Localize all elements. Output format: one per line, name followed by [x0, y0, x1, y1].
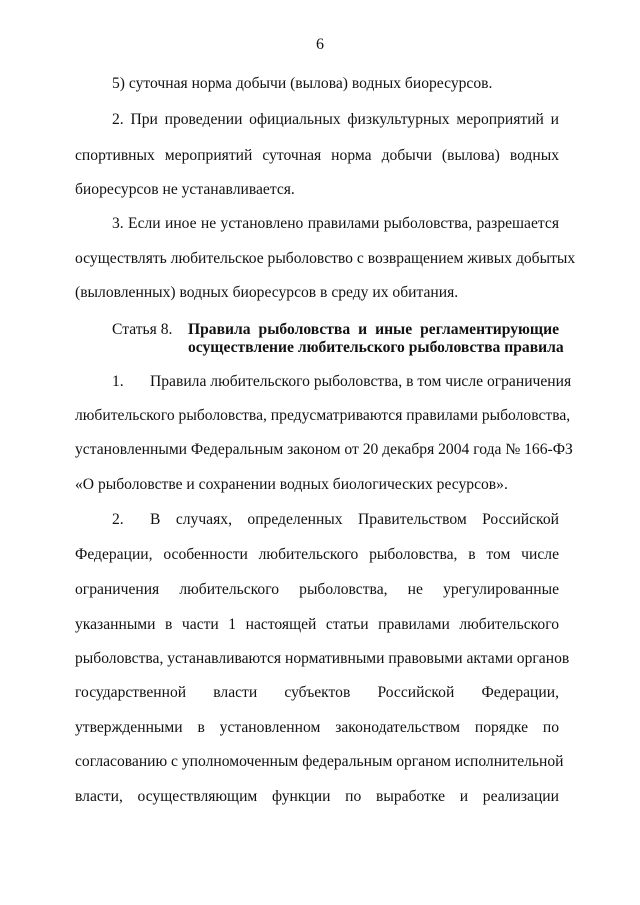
item-2-line-3: ограничения любительского рыболовства, не урегулированные	[75, 581, 559, 598]
item-2-line-4: указанными в части 1 настоящей статьи правилами любительского	[75, 616, 559, 633]
item-2-line-9: власти, осуществляющим функции по выработке и реализации	[75, 788, 559, 805]
page-number: 6	[316, 36, 324, 53]
item-2-line-6: государственной власти субъектов Российской Федерации,	[75, 684, 559, 701]
item-1-line-4: «О рыболовстве и сохранении водных биологических ресурсов».	[75, 476, 508, 493]
paragraph-2-line-1: 2. При проведении официальных физкультурных мероприятий и	[112, 111, 559, 128]
article-title-line-2: осуществление любительского рыболовства правила	[188, 339, 564, 356]
article-title-line-1: Правила рыболовства и иные регламентирующие	[188, 321, 559, 338]
item-1-line-1: Правила любительского рыболовства, в том числе ограничения	[150, 373, 572, 390]
item-1-line-3: установленными Федеральным законом от 20 декабря 2004 года № 166-ФЗ	[75, 441, 573, 458]
paragraph-3-line-2: осуществлять любительское рыболовство с возвращением живых добытых	[75, 250, 576, 267]
item-2-line-2: Федерации, особенности любительского рыболовства, в том числе	[75, 546, 559, 563]
item-2-line-7: утвержденными в установленном законодательством порядке по	[75, 719, 559, 736]
paragraph-3-line-1: 3. Если иное не установлено правилами рыболовства, разрешается	[112, 215, 559, 232]
item-2-line-8: согласованию с уполномоченным федеральным органом исполнительной	[75, 753, 564, 770]
list-item-5: 5) суточная норма добычи (вылова) водных биоресурсов.	[112, 75, 493, 92]
item-number-1: 1.	[112, 373, 124, 390]
paragraph-2-line-3: биоресурсов не устанавливается.	[75, 181, 295, 198]
item-1-line-2: любительского рыболовства, предусматриваются правилами рыболовства,	[75, 407, 571, 424]
paragraph-2-line-2: спортивных мероприятий суточная норма добычи (вылова) водных	[75, 147, 559, 164]
paragraph-3-line-3: (выловленных) водных биоресурсов в среду их обитания.	[75, 284, 459, 301]
item-2-line-1: В случаях, определенных Правительством Российской	[150, 511, 559, 528]
item-number-2: 2.	[112, 511, 124, 528]
item-2-line-5: рыболовства, устанавливаются нормативными правовыми актами органов	[75, 650, 570, 667]
article-label: Статья 8.	[112, 321, 173, 338]
